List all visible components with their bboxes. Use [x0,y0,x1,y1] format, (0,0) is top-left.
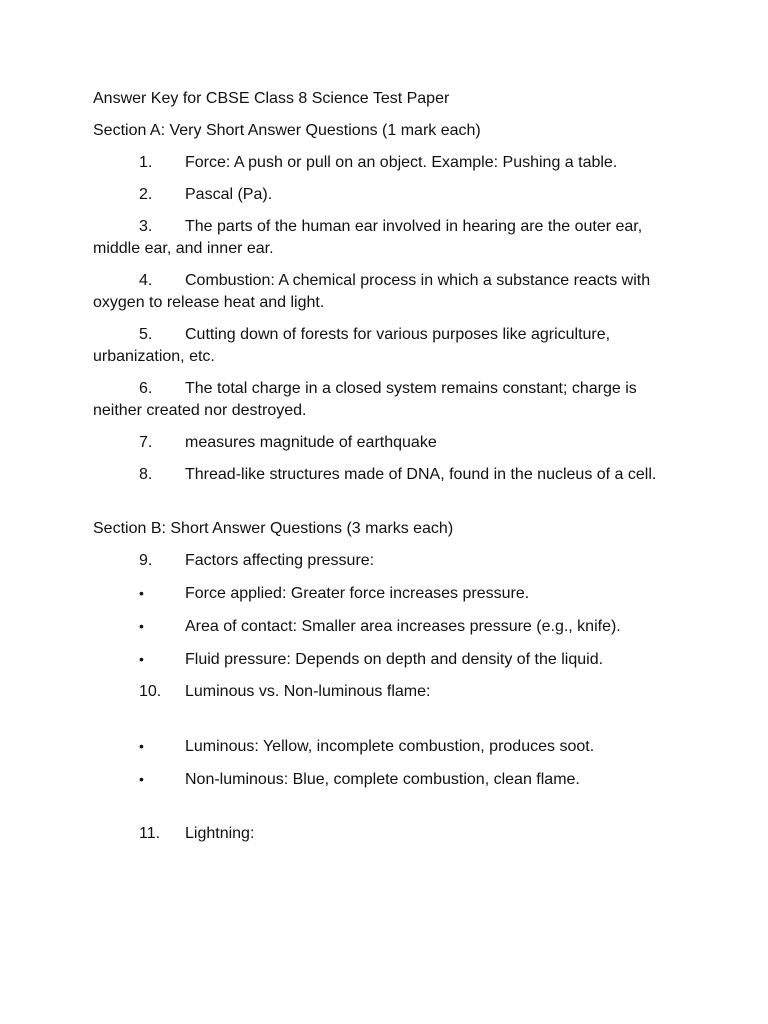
list-item [93,432,683,454]
document-title: Answer Key for CBSE Class 8 Science Test Paper [93,90,450,107]
list-item [93,324,683,368]
bullet-item [93,648,683,671]
list-number: 2. [139,186,153,203]
list-number: 11. [139,825,161,842]
list-item [93,681,683,703]
list-item [93,152,683,174]
list-item-text: Pascal (Pa). [185,186,273,203]
list-item-text: The total charge in a closed system remains constant; charge is neither created nor destroyed. [93,380,637,419]
blank-line [93,496,683,518]
list-item-text: Force: A push or pull on an object. Example: Pushing a table. [185,154,618,171]
bullet-item [93,735,683,758]
bullet-item-text: Non-luminous: Blue, complete combustion, clean flame. [185,771,580,788]
list-number: 9. [139,552,153,569]
bullet-item-text: Luminous: Yellow, incomplete combustion, produces soot. [185,738,595,755]
list-item-text: Factors affecting pressure: [185,552,375,569]
section-b-heading: Section B: Short Answer Questions (3 marks each) [93,520,454,537]
bullet-item [93,582,683,605]
list-number: 4. [139,272,153,289]
list-item [93,378,683,422]
list-item [93,464,683,486]
list-item-text: Cutting down of forests for various purposes like agriculture, urbanization, etc. [93,326,611,365]
bullet-icon: • [139,771,144,787]
list-number: 1. [139,154,153,171]
list-item [93,823,683,845]
blank-line [93,801,683,823]
bullet-item-text: Area of contact: Smaller area increases pressure (e.g., knife). [185,618,621,635]
list-item-text: Combustion: A chemical process in which a substance reacts with oxygen to release heat and light. [93,272,651,311]
list-item-text: Luminous vs. Non-luminous flame: [185,683,431,700]
bullet-item-text: Force applied: Greater force increases pressure. [185,585,530,602]
list-number: 10. [139,683,162,700]
list-number: 6. [139,380,153,397]
bullet-item [93,615,683,638]
list-item-text: measures magnitude of earthquake [185,434,437,451]
bullet-item [93,768,683,791]
bullet-icon: • [139,618,144,634]
list-item-text: The parts of the human ear involved in hearing are the outer ear, middle ear, and inner ear. [93,218,643,257]
list-item [93,550,683,572]
bullet-icon: • [139,585,144,601]
section-a-heading: Section A: Very Short Answer Questions (1 mark each) [93,122,481,139]
document-page [93,88,683,855]
bullet-icon: • [139,651,144,667]
bullet-item-text: Fluid pressure: Depends on depth and density of the liquid. [185,651,604,668]
list-item-text: Lightning: [185,825,255,842]
bullet-icon: • [139,738,144,754]
list-item [93,184,683,206]
list-number: 3. [139,218,153,235]
blank-line [93,713,683,735]
list-item [93,216,683,260]
list-item [93,270,683,314]
list-number: 5. [139,326,153,343]
list-number: 8. [139,466,153,483]
list-number: 7. [139,434,153,451]
list-item-text: Thread-like structures made of DNA, found in the nucleus of a cell. [185,466,657,483]
